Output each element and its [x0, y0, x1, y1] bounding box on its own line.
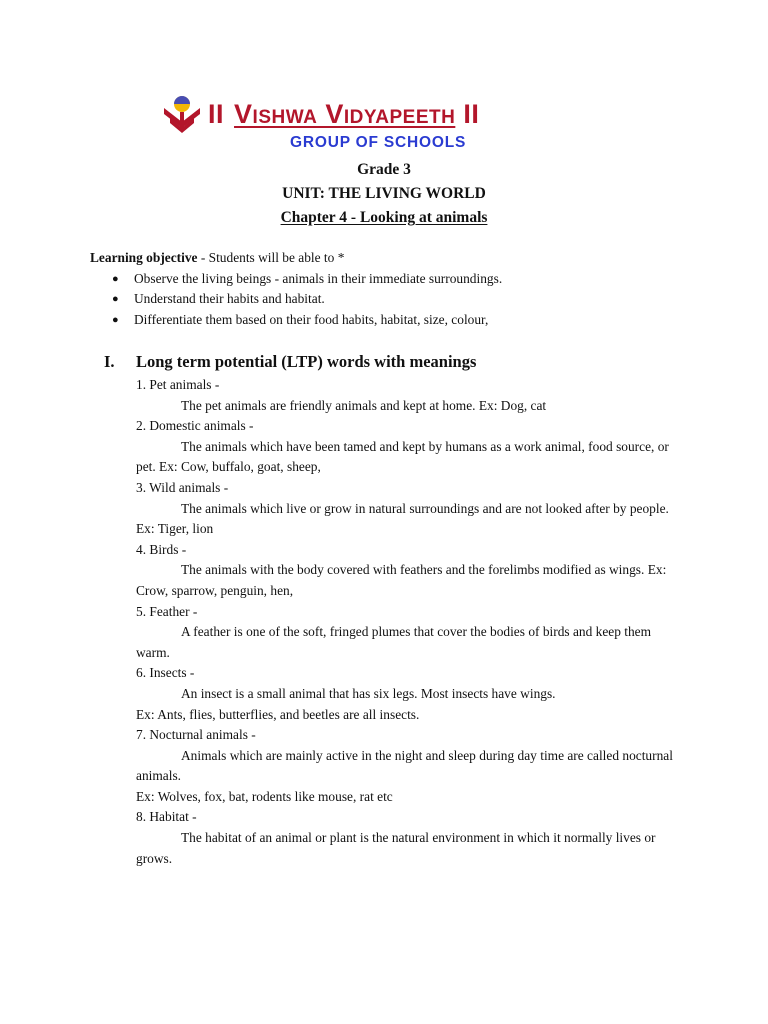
term-example: Ex: Ants, flies, butterflies, and beetles are all insects. — [136, 706, 420, 722]
brand-bars-left: II — [208, 98, 225, 129]
term-name: 7. Nocturnal animals - — [136, 727, 256, 743]
term-name: 4. Birds - — [136, 541, 187, 557]
term-example: Ex: Wolves, fox, bat, rodents like mouse, rat etc — [136, 788, 393, 804]
brand-name: Vishwa Vidyapeeth — [234, 98, 456, 129]
school-brand-name — [208, 99, 481, 130]
brand-row — [160, 92, 620, 136]
term-definition: A feather is one of the soft, fringed plumes that cover the bodies of birds and keep them warm. — [136, 624, 652, 660]
list-item — [136, 375, 676, 416]
list-item — [90, 289, 690, 310]
school-subtitle: GROUP OF SCHOOLS — [290, 134, 467, 151]
term-name: 3. Wild animals - — [136, 479, 229, 495]
school-logo-icon — [160, 92, 204, 136]
objective-list — [90, 269, 690, 331]
vocabulary-list — [136, 375, 676, 869]
chapter-title: Chapter 4 - Looking at animals — [280, 209, 488, 226]
term-definition: Animals which are mainly active in the night and sleep during day time are called nocturnal animals. — [136, 747, 673, 784]
objective-text: Differentiate them based on their food habits, habitat, size, colour, — [134, 311, 489, 327]
objective-intro: - Students will be able to * — [197, 250, 345, 265]
section-title: Long term potential (LTP) words with meanings — [136, 352, 477, 371]
list-item — [90, 310, 690, 331]
term-definition: The pet animals are friendly animals and kept at home. Ex: Dog, cat — [181, 397, 547, 413]
list-item — [136, 663, 676, 725]
list-item — [136, 602, 676, 664]
bullet-icon: ● — [112, 313, 119, 326]
section-number: I. — [104, 352, 115, 371]
document-titles — [0, 158, 768, 230]
list-item — [136, 807, 676, 869]
term-definition: The animals with the body covered with feathers and the forelimbs modified as wings. Ex: Crow, sparrow, penguin, hen, — [136, 562, 667, 598]
term-name: 5. Feather - — [136, 603, 198, 619]
list-item — [136, 416, 676, 478]
objective-text: Understand their habits and habitat. — [134, 291, 325, 307]
brand-bars-right: II — [463, 98, 480, 129]
list-item — [136, 540, 676, 602]
term-definition: The habitat of an animal or plant is the natural environment in which it normally lives or grows. — [136, 830, 656, 866]
section-heading — [104, 352, 704, 372]
list-item — [136, 478, 676, 540]
term-definition: The animals which have been tamed and kept by humans as a work animal, food source, or pet. Ex: Cow, buffalo, goat, sheep, — [136, 438, 669, 475]
term-name: 1. Pet animals - — [136, 377, 220, 392]
objective-lead — [90, 248, 690, 269]
list-item — [90, 269, 690, 290]
grade-title: Grade 3 — [357, 161, 411, 178]
term-definition: An insect is a small animal that has six legs. Most insects have wings. — [181, 685, 556, 701]
objective-text: Observe the living beings - animals in their immediate surroundings. — [134, 270, 503, 286]
term-definition: The animals which live or grow in natural surroundings and are not looked after by people. Ex: Tiger, lion — [136, 500, 669, 537]
term-name: 2. Domestic animals - — [136, 418, 254, 434]
term-name: 6. Insects - — [136, 665, 195, 681]
objective-label: Learning objective — [90, 250, 198, 265]
bullet-icon: ● — [112, 293, 119, 306]
term-name: 8. Habitat - — [136, 809, 197, 825]
unit-title: UNIT: THE LIVING WORLD — [282, 185, 486, 202]
bullet-icon: ● — [112, 272, 119, 285]
school-header — [0, 92, 768, 162]
learning-objective — [90, 248, 690, 330]
list-item — [136, 725, 676, 807]
